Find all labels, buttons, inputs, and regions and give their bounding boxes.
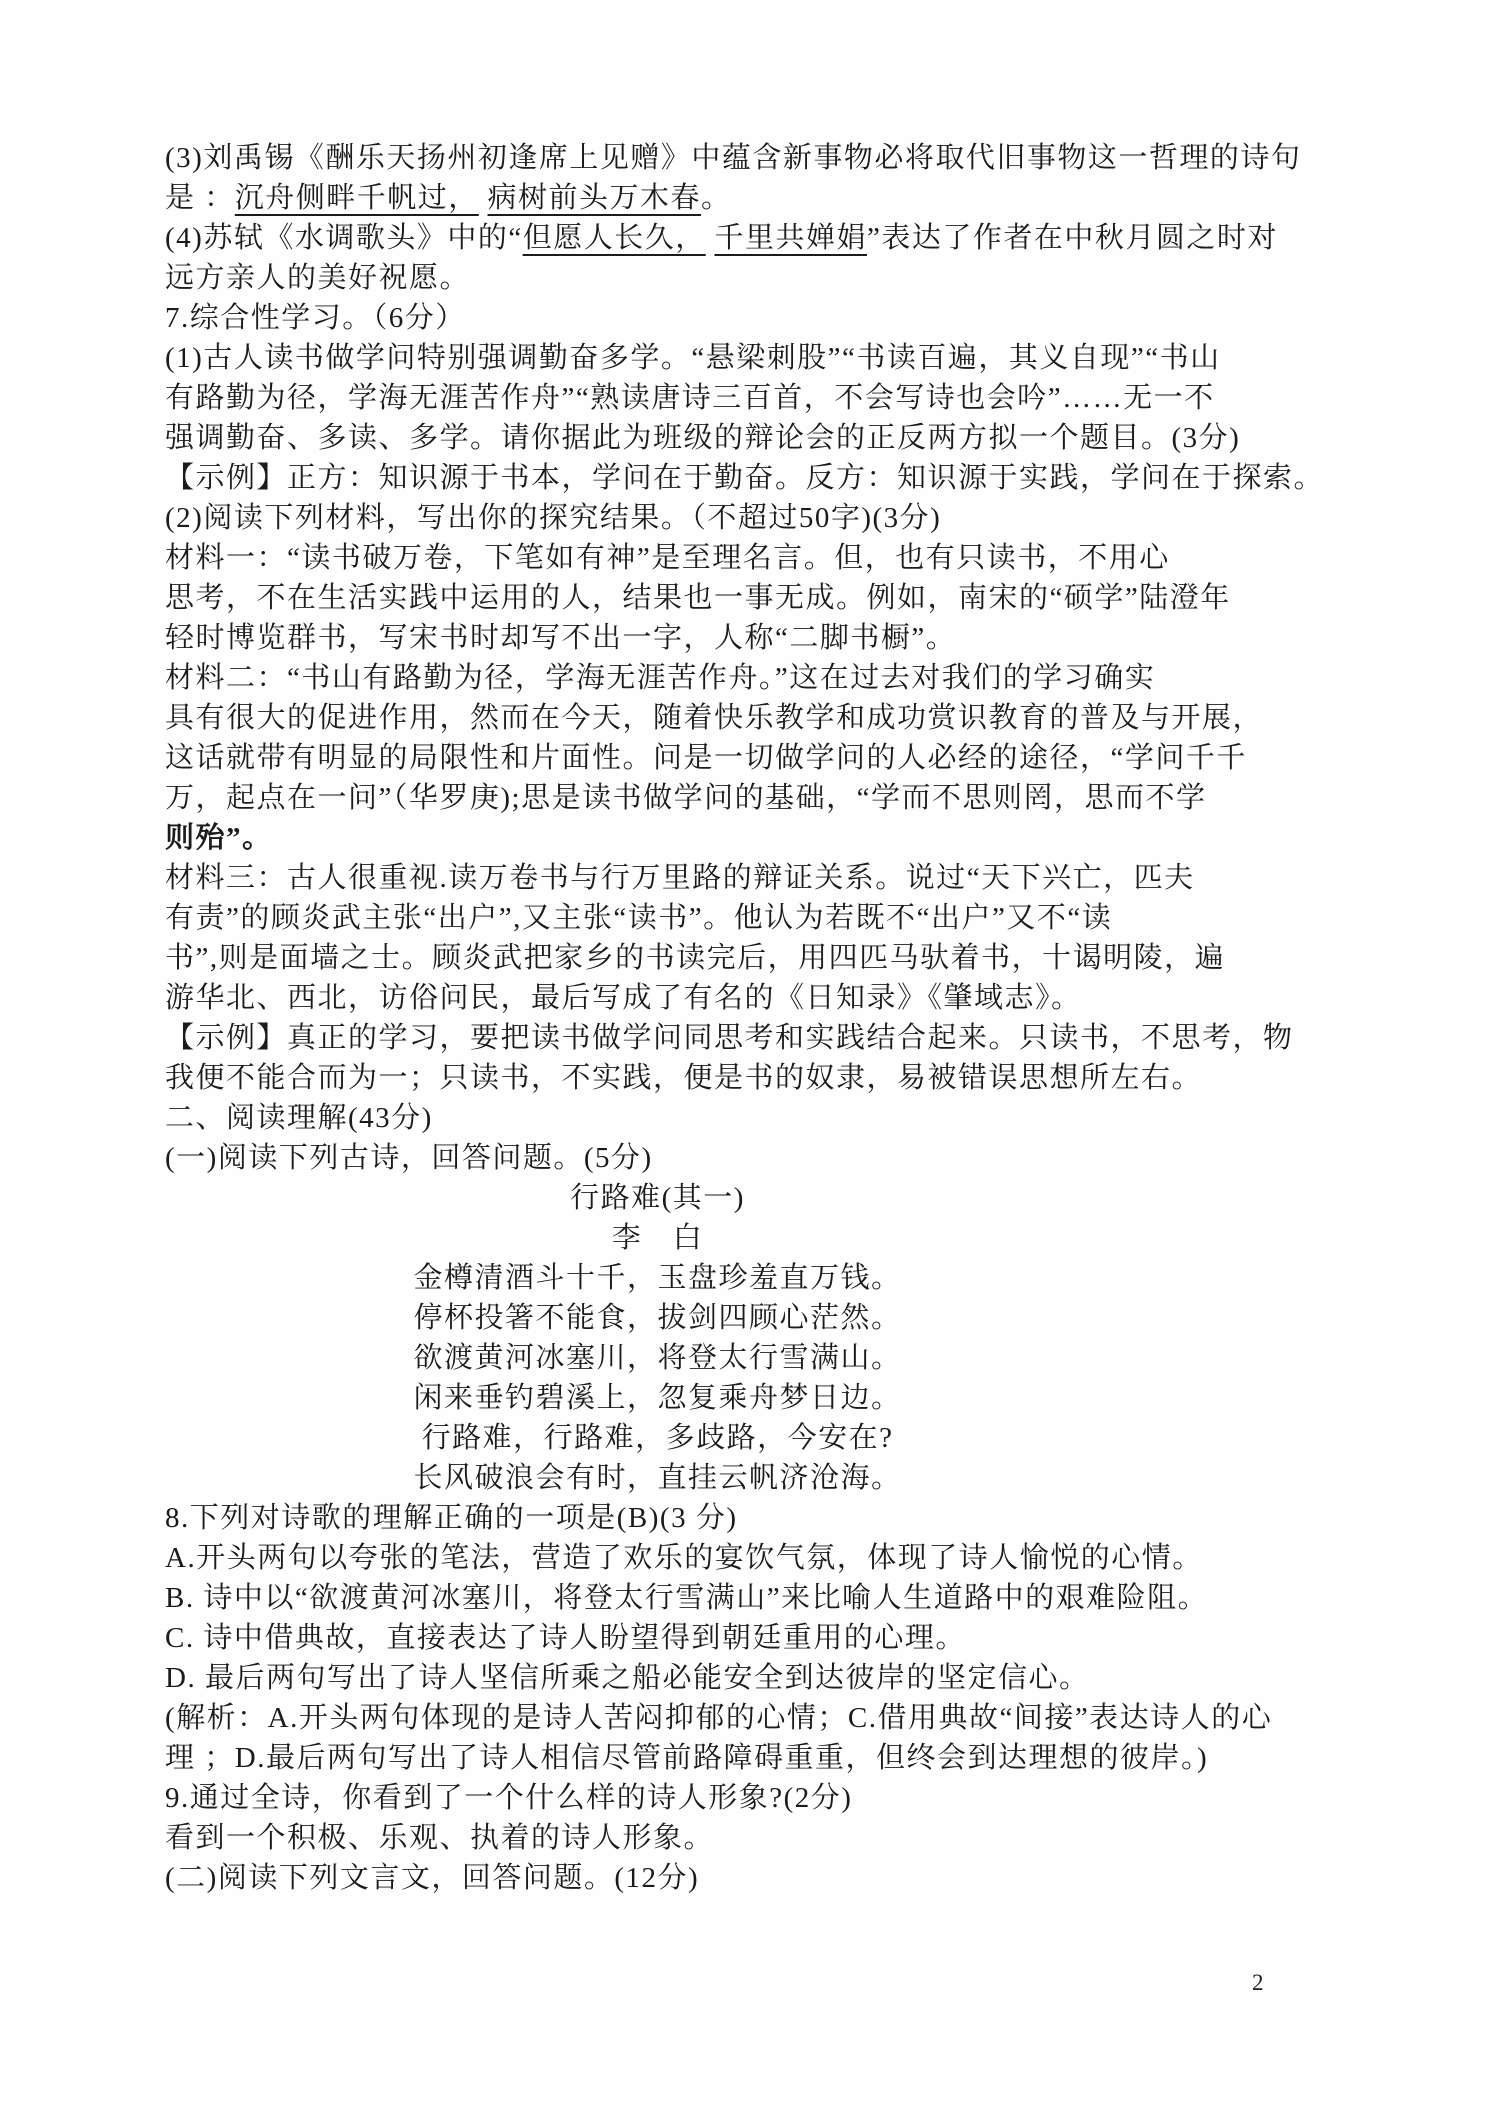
text-line	[165, 858, 1375, 898]
text-segment: 理 ；D.最后两句写出了诗人相信尽管前路障碍重重，但终会到达理想的彼岸。)	[165, 1742, 1209, 1774]
text-segment: 。	[701, 182, 732, 214]
page-number: 2	[1252, 1970, 1264, 1995]
text-line	[165, 1338, 1150, 1378]
text-segment: 【示例】正方：知识源于书本，学问在于勤奋。反方：知识源于实践，学问在于探索。	[165, 462, 1325, 494]
text-segment: (2)阅读下列材料，写出你的探究结果。（不超过50字)(3分)	[165, 502, 942, 534]
text-line	[165, 1458, 1150, 1498]
text-segment: 闲来垂钓碧溪上，忽复乘舟梦日边。	[413, 1382, 902, 1414]
text-segment: 游华北、西北，访俗问民，最后写成了有名的《日知录》《肇域志》。	[165, 982, 1082, 1014]
text-line	[165, 1738, 1375, 1778]
text-line	[165, 578, 1375, 618]
text-segment: 具有很大的促进作用，然而在今天，随着快乐教学和成功赏识教育的普及与开展，	[165, 702, 1264, 734]
text-line	[165, 1618, 1375, 1658]
text-segment: 有责”的顾炎武主张“出户”,又主张“读书”。他认为若既不“出户”又不“读	[165, 902, 1113, 934]
underlined-text: 病树前头万木春	[487, 182, 702, 214]
text-line	[165, 1858, 1375, 1898]
text-segment: C. 诗中借典故，直接表达了诗人盼望得到朝廷重用的心理。	[165, 1622, 966, 1654]
text-segment: 万，起点在一问”（华罗庚);思是读书做学问的基础，“学而不思则罔，思而不学	[165, 782, 1207, 814]
text-segment: 行路难，行路难，多歧路，今安在?	[421, 1422, 894, 1454]
text-segment: 【示例】真正的学习，要把读书做学问同思考和实践结合起来。只读书，不思考，物	[165, 1022, 1294, 1054]
text-segment: 轻时博览群书，写宋书时却写不出一字，人称“二脚书橱”。	[165, 622, 957, 654]
text-segment: 停杯投箸不能食，拔剑四顾心茫然。	[413, 1302, 902, 1334]
text-line	[165, 618, 1375, 658]
text-line	[165, 1258, 1150, 1298]
text-line	[165, 1138, 1375, 1178]
text-segment: 9.通过全诗，你看到了一个什么样的诗人形象?(2分)	[165, 1782, 853, 1814]
text-segment: 行路难(其一)	[570, 1182, 745, 1214]
text-segment: 材料三：古人很重视.读万卷书与行万里路的辩证关系。说过“天下兴亡，匹夫	[165, 862, 1195, 894]
text-segment: A.开头两句以夸张的笔法，营造了欢乐的宴饮气氛，体现了诗人愉悦的心情。	[165, 1542, 1203, 1574]
text-line	[165, 1778, 1375, 1818]
text-line	[165, 298, 1375, 338]
text-line	[165, 938, 1375, 978]
text-segment: B. 诗中以“欲渡黄河冰塞川，将登太行雪满山”来比喻人生道路中的艰难险阻。	[165, 1582, 1209, 1614]
text-line	[165, 1498, 1375, 1538]
text-line	[165, 138, 1375, 178]
text-line	[165, 418, 1375, 458]
text-segment: (1)古人读书做学问特别强调勤奋多学。“悬梁刺股”“书读百遍，其义自现”“书山	[165, 342, 1221, 374]
text-segment: 金樽清酒斗十千，玉盘珍羞直万钱。	[413, 1262, 902, 1294]
text-segment: (二)阅读下列文言文，回答问题。(12分)	[165, 1862, 700, 1894]
text-line	[165, 658, 1375, 698]
text-line	[165, 1818, 1375, 1858]
text-segment: 材料二：“书山有路勤为径，学海无涯苦作舟。”这在过去对我们的学习确实	[165, 662, 1156, 694]
text-segment: (3)刘禹锡《酬乐天扬州初逢席上见赠》中蕴含新事物必将取代旧事物这一哲理的诗句	[165, 142, 1302, 174]
text-line	[165, 1058, 1375, 1098]
text-segment: (4)苏轼《水调歌头》中的“	[165, 222, 523, 254]
text-segment	[479, 182, 488, 214]
text-line	[165, 338, 1375, 378]
text-line	[165, 1098, 1375, 1138]
text-line	[165, 458, 1375, 498]
text-line	[165, 218, 1375, 258]
text-line	[165, 978, 1375, 1018]
text-line	[165, 1178, 1150, 1218]
text-line	[165, 738, 1375, 778]
text-line	[165, 498, 1375, 538]
text-line	[165, 1218, 1150, 1258]
text-segment: 这话就带有明显的局限性和片面性。问是一切做学问的人必经的途径，“学问千千	[165, 742, 1247, 774]
text-line	[165, 1578, 1375, 1618]
text-line	[165, 538, 1375, 578]
text-line	[165, 1018, 1375, 1058]
text-line	[165, 1378, 1150, 1418]
text-line	[165, 258, 1375, 298]
text-line	[165, 378, 1375, 418]
text-line	[165, 178, 1375, 218]
text-segment: 欲渡黄河冰塞川，将登太行雪满山。	[413, 1342, 902, 1374]
text-line	[165, 898, 1375, 938]
underlined-text: 沉舟侧畔千帆过，	[234, 182, 479, 214]
text-line	[165, 1658, 1375, 1698]
document-body	[165, 138, 1375, 1898]
underlined-text: 千里共婵娟	[714, 222, 867, 254]
text-segment: 8.下列对诗歌的理解正确的一项是(B)(3 分)	[165, 1502, 738, 1534]
text-segment: 材料一：“读书破万卷，下笔如有神”是至理名言。但，也有只读书，不用心	[165, 542, 1170, 574]
text-segment: 思考，不在生活实践中运用的人，结果也一事无成。例如，南宋的“硕学”陆澄年	[165, 582, 1231, 614]
text-segment: D. 最后两句写出了诗人坚信所乘之船必能安全到达彼岸的坚定信心。	[165, 1662, 1090, 1694]
text-segment: 看到一个积极、乐观、执着的诗人形象。	[165, 1822, 715, 1854]
text-segment: 远方亲人的美好祝愿。	[165, 262, 471, 294]
text-line	[165, 778, 1375, 818]
underlined-text: 但愿人长久，	[522, 222, 706, 254]
text-segment: 7.综合性学习。（6分）	[165, 302, 466, 334]
text-segment: ”表达了作者在中秋月圆之时对	[866, 222, 1278, 254]
text-segment: 长风破浪会有时，直挂云帆济沧海。	[413, 1462, 902, 1494]
text-segment: (解析：A.开头两句体现的是诗人苦闷抑郁的心情；C.借用典故“间接”表达诗人的心	[165, 1702, 1273, 1734]
text-line	[165, 698, 1375, 738]
text-segment: 我便不能合而为一；只读书，不实践，便是书的奴隶，易被错误思想所左右。	[165, 1062, 1203, 1094]
text-segment: 强调勤奋、多读、多学。请你据此为班级的辩论会的正反两方拟一个题目。(3分)	[165, 422, 1241, 454]
text-segment: 书”,则是面墙之士。顾炎武把家乡的书读完后，用四匹马驮着书，十谒明陵，遍	[165, 942, 1226, 974]
text-line	[165, 1298, 1150, 1338]
text-segment: 二、阅读理解(43分)	[165, 1102, 433, 1134]
text-segment: 有路勤为径，学海无涯苦作舟”“熟读唐诗三百首，不会写诗也会吟”……无一不	[165, 382, 1215, 414]
text-line	[165, 1538, 1375, 1578]
text-segment: 是 ：	[165, 182, 235, 214]
text-segment: 李 白	[611, 1222, 704, 1254]
text-segment: 则殆”。	[165, 822, 273, 854]
text-line	[165, 1418, 1150, 1458]
text-line	[165, 1698, 1375, 1738]
text-line	[165, 818, 1375, 858]
text-segment: (一)阅读下列古诗，回答问题。(5分)	[165, 1142, 653, 1174]
